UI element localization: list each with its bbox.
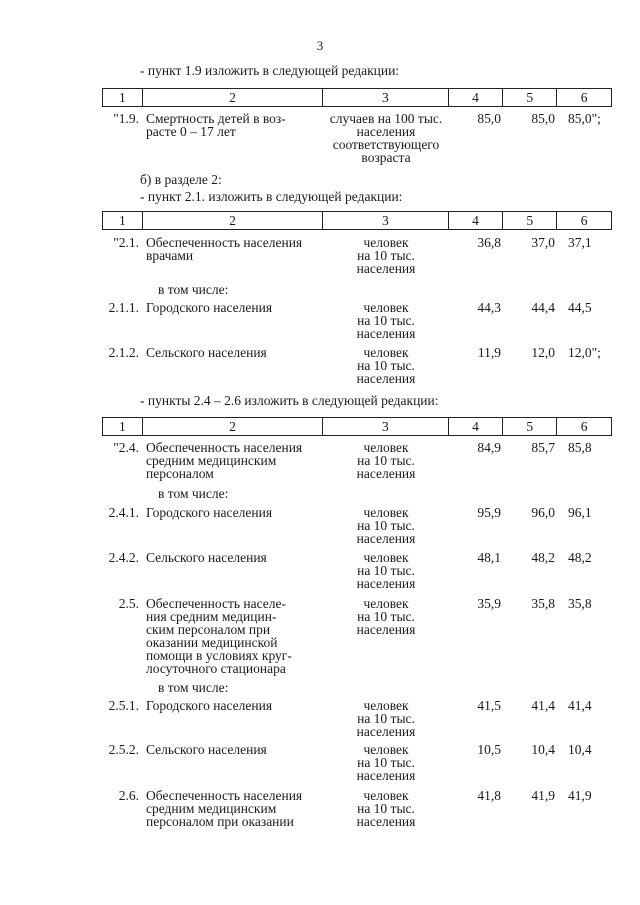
row-number: 2.1.2. xyxy=(108,345,139,360)
table3-header xyxy=(102,417,612,436)
row-value-4: 41,5 xyxy=(477,698,501,713)
row-number: "2.4. xyxy=(113,440,139,455)
row-number: 2.4.2. xyxy=(108,550,139,565)
table-row xyxy=(102,743,612,782)
row-unit: человек на 10 тыс. населения xyxy=(356,550,416,591)
row-number: 2.6. xyxy=(118,788,139,803)
row-unit: человек на 10 тыс. населения xyxy=(356,440,416,481)
row-unit: человек на 10 тыс. населения xyxy=(356,788,416,829)
table1-header xyxy=(102,88,612,107)
row-value-6: 48,2 xyxy=(568,550,592,565)
sub-label: в том числе: xyxy=(158,680,229,695)
header-col-5: 5 xyxy=(503,212,557,229)
header-col-4: 4 xyxy=(449,89,504,106)
row-value-4: 10,5 xyxy=(477,742,501,757)
row-unit: человек на 10 тыс. населения xyxy=(356,742,416,783)
row-unit: случаев на 100 тыс. населения соответствующего возраста xyxy=(329,111,443,165)
row-value-6: 85,8 xyxy=(568,440,592,455)
section2-intro-b: б) в разделе 2: xyxy=(140,172,222,187)
section3-intro: - пункты 2.4 – 2.6 изложить в следующей редакции: xyxy=(140,393,439,408)
row-number: "2.1. xyxy=(113,235,139,250)
row-indicator: Городского населения xyxy=(146,505,273,520)
row-indicator: Сельского населения xyxy=(146,742,267,757)
table-row xyxy=(102,551,612,590)
header-col-5: 5 xyxy=(503,418,557,435)
section1-intro: - пункт 1.9 изложить в следующей редакции: xyxy=(140,63,400,78)
row-value-5: 41,4 xyxy=(531,698,555,713)
row-indicator: Обеспеченность населения врачами xyxy=(146,235,303,263)
table-row xyxy=(102,597,612,675)
row-value-4: 85,0 xyxy=(477,111,501,126)
table2-header xyxy=(102,211,612,230)
section2-intro: - пункт 2.1. изложить в следующей редакции: xyxy=(140,189,403,204)
header-col-6: 6 xyxy=(580,90,588,105)
row-value-4: 95,9 xyxy=(477,505,501,520)
row-indicator: Обеспеченность населения средним медицинским персоналом при оказании xyxy=(146,788,303,829)
table-row xyxy=(102,441,612,480)
table-row xyxy=(102,699,612,738)
header-col-3: 3 xyxy=(323,89,449,106)
header-col-6: 6 xyxy=(580,213,588,228)
row-value-5: 48,2 xyxy=(531,550,555,565)
row-value-4: 44,3 xyxy=(477,300,501,315)
row-indicator: Сельского населения xyxy=(146,345,267,360)
row-value-6: 41,9 xyxy=(568,788,592,803)
sub-label: в том числе: xyxy=(158,486,229,501)
row-value-6: 85,0"; xyxy=(568,111,601,126)
row-value-5: 44,4 xyxy=(531,300,555,315)
row-unit: человек на 10 тыс. населения xyxy=(356,235,416,276)
row-value-4: 41,8 xyxy=(477,788,501,803)
row-number: 2.5.1. xyxy=(108,698,139,713)
row-unit: человек на 10 тыс. населения xyxy=(356,698,416,739)
table-row xyxy=(102,112,612,164)
header-col-2: 2 xyxy=(143,418,323,435)
row-value-4: 36,8 xyxy=(477,235,501,250)
row-value-6: 35,8 xyxy=(568,596,592,611)
row-value-4: 48,1 xyxy=(477,550,501,565)
header-col-1: 1 xyxy=(103,418,143,435)
header-col-3: 3 xyxy=(323,418,449,435)
row-unit: человек на 10 тыс. населения xyxy=(356,300,416,341)
row-unit: человек на 10 тыс. населения xyxy=(356,596,416,637)
header-col-2: 2 xyxy=(143,212,323,229)
header-col-5: 5 xyxy=(503,89,557,106)
row-indicator: Городского населения xyxy=(146,300,273,315)
header-col-3: 3 xyxy=(323,212,449,229)
row-value-5: 85,0 xyxy=(531,111,555,126)
row-indicator: Смертность детей в воз- расте 0 – 17 лет xyxy=(146,111,286,139)
row-value-5: 10,4 xyxy=(531,742,555,757)
header-col-2: 2 xyxy=(143,89,323,106)
row-value-5: 85,7 xyxy=(531,440,555,455)
header-col-6: 6 xyxy=(580,419,588,434)
row-value-5: 35,8 xyxy=(531,596,555,611)
row-value-6: 12,0"; xyxy=(568,345,601,360)
row-indicator: Обеспеченность населе- ния средним медицин- ским персоналом при оказании медицинской помощи в условиях круг- лосуточного стационара xyxy=(146,596,292,676)
row-value-6: 41,4 xyxy=(568,698,592,713)
table-row xyxy=(102,236,612,275)
row-number: 2.4.1. xyxy=(108,505,139,520)
table-row xyxy=(102,506,612,545)
row-value-5: 12,0 xyxy=(531,345,555,360)
page-number: 3 xyxy=(316,38,324,53)
row-number: 2.1.1. xyxy=(108,300,139,315)
row-value-6: 96,1 xyxy=(568,505,592,520)
header-col-1: 1 xyxy=(103,89,143,106)
row-value-5: 37,0 xyxy=(531,235,555,250)
row-value-6: 10,4 xyxy=(568,742,592,757)
row-number: 2.5.2. xyxy=(108,742,139,757)
row-indicator: Обеспеченность населения средним медицинским персоналом xyxy=(146,440,303,481)
row-value-4: 11,9 xyxy=(477,345,501,360)
row-value-6: 44,5 xyxy=(568,300,592,315)
row-number: 2.5. xyxy=(118,596,139,611)
row-indicator: Городского населения xyxy=(146,698,273,713)
row-value-5: 41,9 xyxy=(531,788,555,803)
row-unit: человек на 10 тыс. населения xyxy=(356,345,416,386)
header-col-4: 4 xyxy=(449,418,504,435)
header-col-4: 4 xyxy=(449,212,504,229)
row-value-5: 96,0 xyxy=(531,505,555,520)
table-row xyxy=(102,301,612,340)
row-number: "1.9. xyxy=(113,111,139,126)
header-col-1: 1 xyxy=(103,212,143,229)
row-value-6: 37,1 xyxy=(568,235,592,250)
row-value-4: 84,9 xyxy=(477,440,501,455)
table-row xyxy=(102,346,612,385)
row-indicator: Сельского населения xyxy=(146,550,267,565)
sub-label: в том числе: xyxy=(158,282,229,297)
row-unit: человек на 10 тыс. населения xyxy=(356,505,416,546)
table-row xyxy=(102,789,612,828)
row-value-4: 35,9 xyxy=(477,596,501,611)
